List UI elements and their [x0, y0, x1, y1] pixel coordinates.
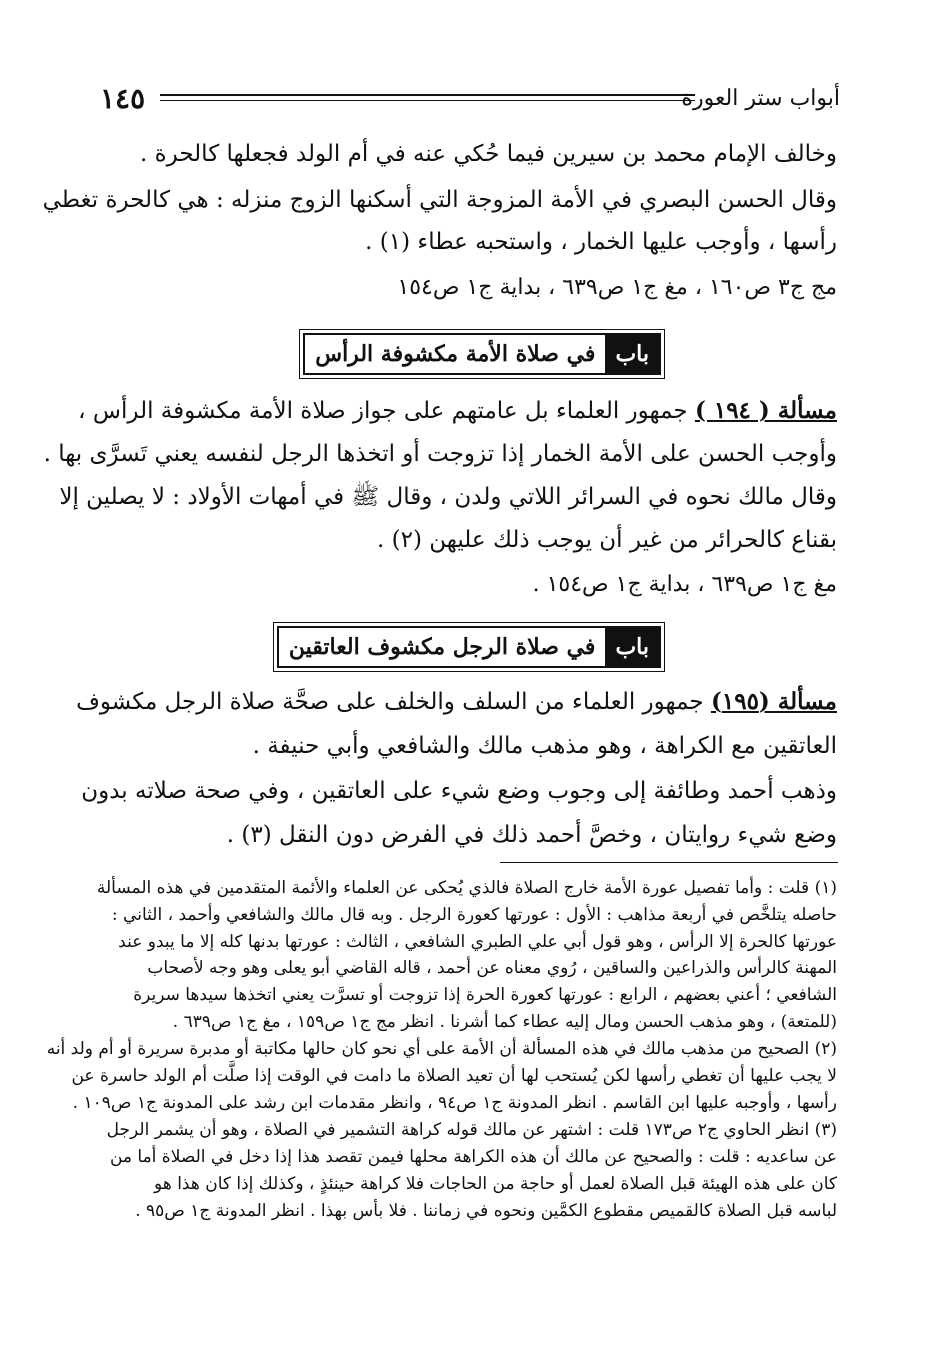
footnote-line: حاصله يتلخَّص في أربعة مذاهب : الأول : عورتها كعورة الرجل . وبه قال مالك والشافعي وأحمد ، الثاني :	[111, 905, 837, 925]
chapter-heading	[277, 626, 661, 668]
body-line: وقال مالك نحوه في السرائر اللاتي ولدن ، وقال ﷺ في أمهات الأولاد : لا يصلين إلا	[59, 484, 837, 510]
footnote-separator	[500, 862, 838, 863]
issue-label: مسألة ( ١٩٤ )	[694, 397, 837, 424]
footnote-line: (١) قلت : وأما تفصيل عورة الأمة خارج الصلاة فالذي يُحكى عن العلماء والأئمة المتقدمين في هذه المسألة	[96, 878, 837, 898]
issue-text: جمهور العلماء بل عامتهم على جواز صلاة الأمة مكشوفة الرأس ،	[78, 398, 688, 424]
chapter-title: في صلاة الأمة مكشوفة الرأس	[315, 341, 596, 367]
reference-line: مغ ج١ ص٦٣٩ ، بداية ج١ ص١٥٤ .	[532, 572, 837, 597]
footnote-line: لباسه قبل الصلاة كالقميص مقطوع الكمَّين ونحوه في زماننا . فلا بأس بهذا . انظر المدونة ج١ ص٩٥ .	[135, 1201, 837, 1221]
issue-text: جمهور العلماء من السلف والخلف على صحَّة صلاة الرجل مكشوف	[76, 689, 704, 715]
issue-label: مسألة (١٩٥)	[710, 688, 837, 715]
footnote-line: كان على هذه الهيئة قبل الصلاة لعمل أو حاجة من الحاجات فلا كراهة حينئذٍ ، وكذلك إذا كان هذا هو	[154, 1174, 837, 1194]
running-title: أبواب ستر العورة	[681, 86, 840, 111]
body-line: العاتقين مع الكراهة ، وهو مذهب مالك والشافعي وأبي حنيفة .	[252, 733, 837, 759]
chapter-heading	[303, 333, 661, 375]
issue-line	[76, 682, 837, 722]
body-line: وخالف الإمام محمد بن سيرين فيما حُكي عنه في أم الولد فجعلها كالحرة .	[139, 141, 837, 167]
running-header	[100, 82, 840, 116]
footnote-line: (٢) الصحيح من مذهب مالك في هذه المسألة أن الأمة على أي نحو كان حالها مكاتبة أو مدبرة سريرة أو أم ولد أنه	[46, 1039, 837, 1059]
footnote-line: رأسها ، وأوجبه عليها ابن القاسم . انظر المدونة ج١ ص٩٤ ، وانظر مقدمات ابن رشد على المدونة ج١ ص١٠٩ .	[72, 1093, 837, 1113]
footnote-line: (٣) انظر الحاوي ج٢ ص١٧٣ قلت : اشتهر عن مالك قوله كراهة التشمير في الصلاة ، وهو أن يشمر الرجل	[106, 1120, 837, 1140]
body-line: وضع شيء روايتان ، وخصَّ أحمد ذلك في الفرض دون النقل (٣) .	[226, 822, 837, 848]
header-rule	[160, 94, 695, 101]
footnote-line: المهنة كالرأس والذراعين والساقين ، رُوي معناه عن أحمد ، قاله القاضي أبو يعلى وهو وجه لأصحاب	[147, 958, 837, 978]
footnote-line: لا يجب عليها أن تغطي رأسها لكن يُستحب لها أن تعيد الصلاة ما دامت في الوقت إذا صلَّت أم الولد حاسرة عن	[71, 1066, 837, 1086]
footnote-line: عن ساعديه : قلت : والصحيح عن مالك أن هذه الكراهة محلها فيمن تقصد هذا إذا دخل في الصلاة أما من	[109, 1147, 837, 1167]
body-line: وأوجب الحسن على الأمة الخمار إذا تزوجت أو اتخذها الرجل لنفسه يعني تَسرَّى بها .	[43, 441, 837, 467]
body-line: رأسها ، وأوجب عليها الخمار ، واستحبه عطاء (١) .	[365, 229, 837, 255]
page-number: ١٤٥	[100, 82, 146, 115]
reference-line: مج ج٣ ص١٦٠ ، مغ ج١ ص٦٣٩ ، بداية ج١ ص١٥٤	[397, 275, 837, 300]
chapter-title: في صلاة الرجل مكشوف العاتقين	[288, 634, 596, 660]
footnote-line: الشافعي ؛ أعني بعضهم ، الرابع : عورتها كعورة الحرة إذا تزوجت أو تسرَّت يعني اتخذها سيدها سريرة	[133, 985, 837, 1005]
chapter-label: باب	[605, 628, 659, 666]
footnote-line: عورتها كالحرة إلا الرأس ، وهو قول أبي علي الطبري الشافعي ، الثالث : عورتها بدنها كله إلا ما يبدو عند	[118, 932, 837, 952]
body-line: وذهب أحمد وطائفة إلى وجوب وضع شيء على العاتقين ، وفي صحة صلاته بدون	[81, 778, 837, 804]
body-line: بقناع كالحرائر من غير أن يوجب ذلك عليهن (٢) .	[377, 527, 837, 553]
footnote-line: (للمتعة) ، وهو مذهب الحسن ومال إليه عطاء كما أشرنا . انظر مج ج١ ص١٥٩ ، مغ ج١ ص٦٣٩ .	[172, 1012, 837, 1032]
issue-line	[78, 391, 837, 431]
chapter-label: باب	[605, 335, 659, 373]
body-line: وقال الحسن البصري في الأمة المزوجة التي أسكنها الزوج منزله : هي كالحرة تغطي	[42, 187, 837, 213]
